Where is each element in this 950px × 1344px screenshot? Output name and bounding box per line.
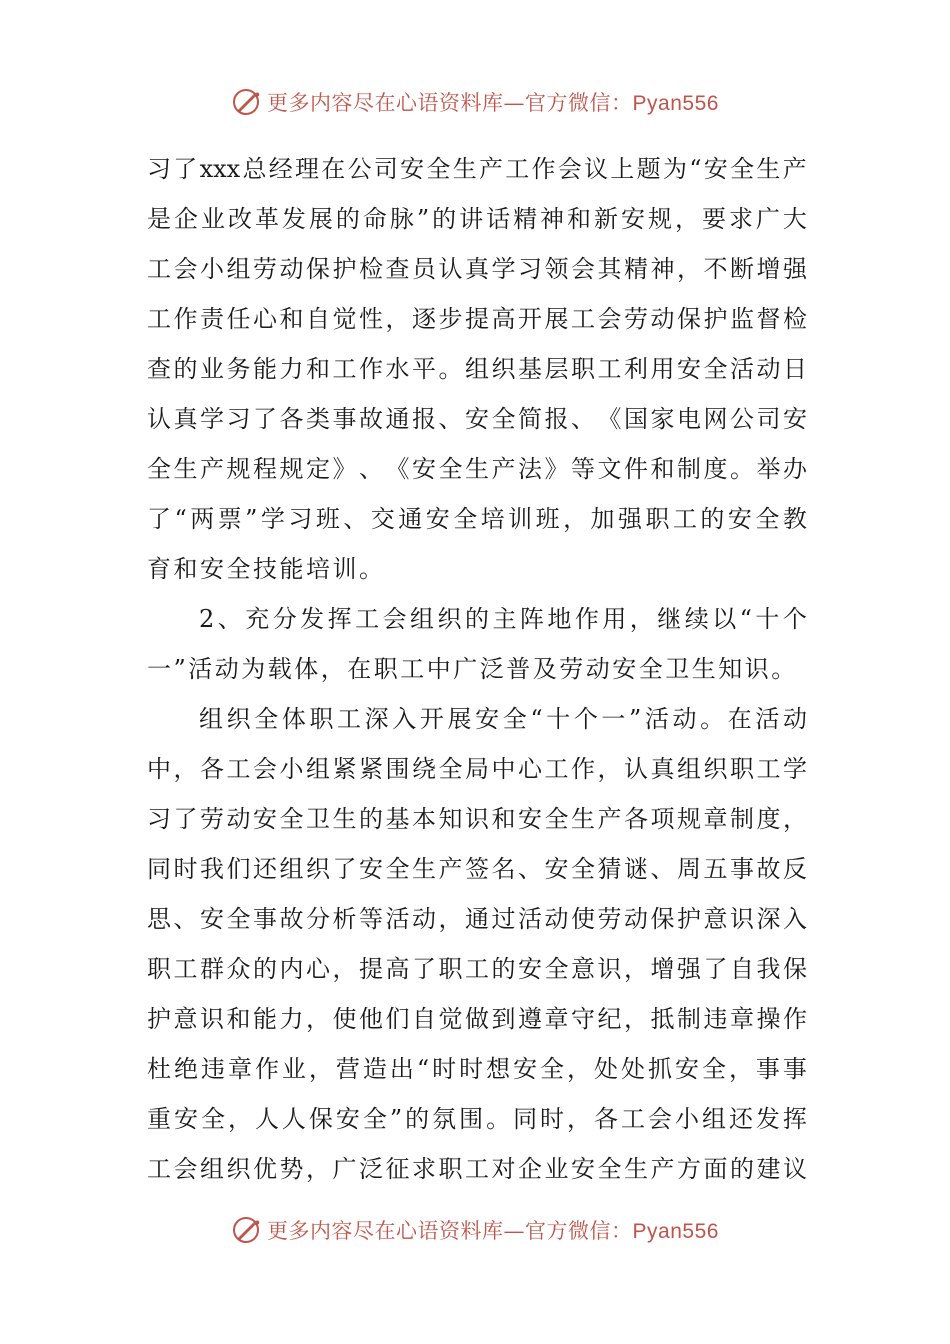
text-line: 了 “ 两 票 ” 学 习 班 、 交 通 安 全 培 训 班 ， 加 强 职 工 的 安 全 教 — [147, 505, 807, 533]
header-watermark-banner — [0, 82, 950, 122]
text-line: 认 真 学 习 了 各 类 事 故 通 报 、 安 全 简 报 、 《 国 家 电 网 公 司 安 — [147, 405, 807, 433]
text-line: 职 工 群 众 的 内 心 ， 提 高 了 职 工 的 安 全 意 识 ， 增 强 了 自 我 保 — [147, 955, 807, 983]
text-line: 一 ” 活 动 为 载 体 ， 在 职 工 中 广 泛 普 及 劳 动 安 全 卫 生 知 识 。 — [147, 655, 796, 683]
text-line: 工 会 组 织 优 势 ， 广 泛 征 求 职 工 对 企 业 安 全 生 产 方 面 的 建 议 — [147, 1155, 807, 1183]
text-line: 育 和 安 全 技 能 培 训 。 — [147, 555, 383, 583]
text-line: 查 的 业 务 能 力 和 工 作 水 平 。 组 织 基 层 职 工 利 用 安 全 活 动 日 — [147, 355, 807, 383]
wechat-id: Pyan556 — [632, 1220, 719, 1243]
footer-watermark-banner — [0, 1210, 950, 1250]
document-body — [147, 144, 807, 1194]
text-line: 习 了 劳 动 安 全 卫 生 的 基 本 知 识 和 安 全 生 产 各 项 规 章 制 度 ， — [147, 805, 807, 833]
text-line: 杜 绝 违 章 作 业 ， 营 造 出 “ 时 时 想 安 全 ， 处 处 抓 安 全 ， 事 事 — [147, 1055, 807, 1083]
text-line: 2 、 充 分 发 挥 工 会 组 织 的 主 阵 地 作 用 ， 继 续 以 “ 十 个 — [199, 605, 807, 633]
text-line: 全 生 产 规 程 规 定 》 、 《 安 全 生 产 法 》 等 文 件 和 制 度 。 举 办 — [147, 455, 807, 483]
text-line: 是 企 业 改 革 发 展 的 命 脉 ” 的 讲 话 精 神 和 新 安 规 ， 要 求 广 大 — [147, 205, 807, 233]
text-line: 工 会 小 组 劳 动 保 护 检 查 员 认 真 学 习 领 会 其 精 神 ， 不 断 增 强 — [147, 255, 807, 283]
text-line: 重 安 全 ， 人 人 保 安 全 ” 的 氛 围 。 同 时 ， 各 工 会 小 组 还 发 挥 — [147, 1105, 807, 1133]
text-line: 组 织 全 体 职 工 深 入 开 展 安 全 “ 十 个 一 ” 活 动 。 在 活 动 — [199, 705, 807, 733]
text-line: 习 了 xxx 总 经 理 在 公 司 安 全 生 产 工 作 会 议 上 题 为 “ 安 全 生 产 — [147, 155, 807, 183]
watermark-text: 更多内容尽在心语资料库—官方微信：Pyan556 — [267, 1219, 719, 1243]
quill-logo-icon — [231, 1215, 261, 1245]
watermark-text: 更多内容尽在心语资料库—官方微信：Pyan556 — [267, 91, 719, 115]
text-line: 同 时 我 们 还 组 织 了 安 全 生 产 签 名 、 安 全 猜 谜 、 周 五 事 故 反 — [147, 855, 807, 883]
wechat-id: Pyan556 — [632, 92, 719, 115]
quill-logo-icon — [231, 87, 261, 117]
text-line: 思 、 安 全 事 故 分 析 等 活 动 ， 通 过 活 动 使 劳 动 保 护 意 识 深 入 — [147, 905, 807, 933]
text-line: 护 意 识 和 能 力 ， 使 他 们 自 觉 做 到 遵 章 守 纪 ， 抵 制 违 章 操 作 — [147, 1005, 807, 1033]
text-line: 中 ， 各 工 会 小 组 紧 紧 围 绕 全 局 中 心 工 作 ， 认 真 组 织 职 工 学 — [147, 755, 807, 783]
text-line: 工 作 责 任 心 和 自 觉 性 ， 逐 步 提 高 开 展 工 会 劳 动 保 护 监 督 检 — [147, 305, 807, 333]
